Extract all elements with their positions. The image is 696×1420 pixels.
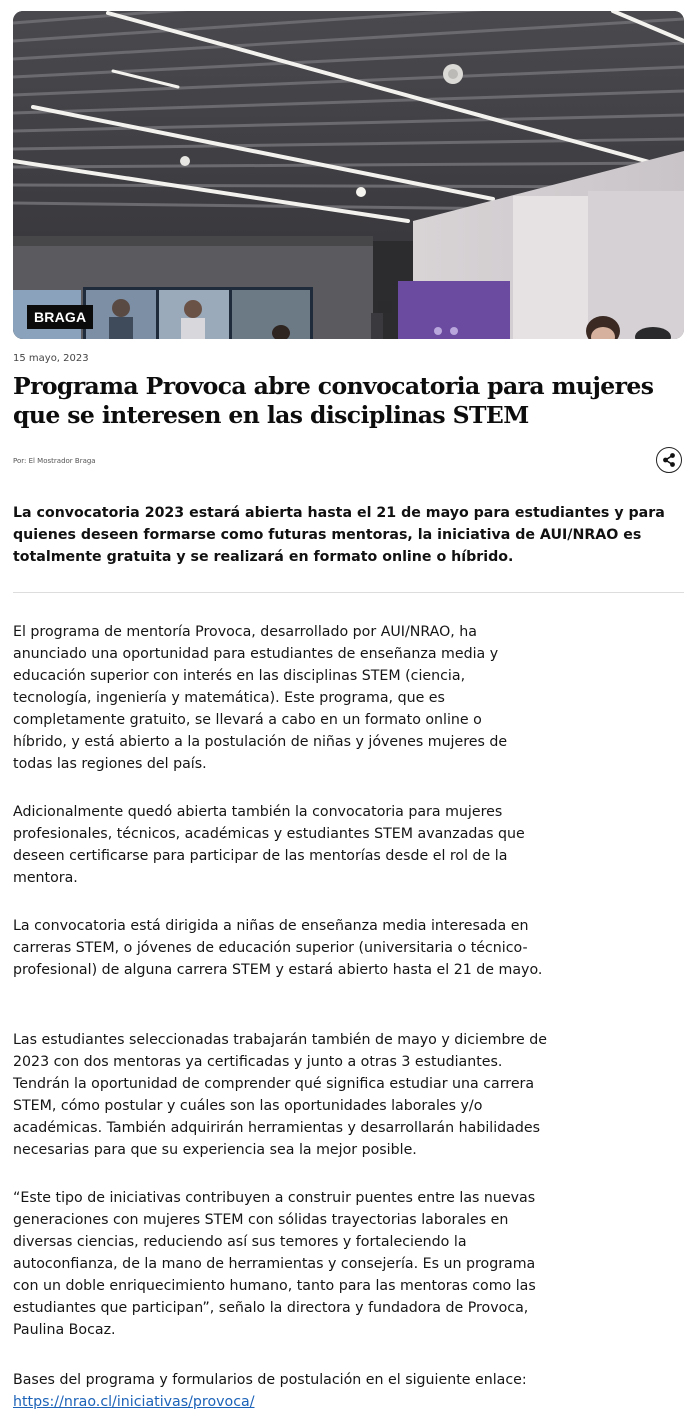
article-paragraph: El programa de mentoría Provoca, desarrollado por AUI/NRAO, ha anunciado una oportunidad para estudiantes de enseñanza media y educación superior con interés en las disciplinas STEM (ciencia, tecnología, ingeniería y matemática). Este programa, que es completamente gratuito, se llevará a cabo en un formato online o híbrido, y está abierto a la postulación de niñas y jóvenes mujeres de todas las regiones del país. (13, 624, 508, 772)
share-icon (661, 452, 677, 468)
location-badge[interactable]: BRAGA (27, 305, 93, 329)
section-divider (13, 592, 684, 593)
article-title: Programa Provoca abre convocatoria para mujeres que se interesen en las disciplinas STEM (13, 372, 654, 429)
conference-room-illustration (13, 11, 684, 339)
article-quote-paragraph: “Este tipo de iniciativas contribuyen a construir puentes entre las nuevas generaciones con mujeres STEM con sólidas trayectorias laborales en diversas ciencias, reduciendo así sus temores y fortaleciendo la autoconfianza, de la mano de herramientas y consejería. Es un programa con un doble enriquecimiento humano, tanto para las mentoras como las estudiantes que participan”, señalo la directora y fundadora de Provoca, Paulina Bocaz. (13, 1190, 536, 1338)
provoca-link[interactable]: https://nrao.cl/iniciativas/provoca/ (13, 1394, 255, 1410)
article-paragraph-links (13, 1369, 553, 1413)
publish-date: 15 mayo, 2023 (13, 353, 89, 364)
article-paragraph: La convocatoria está dirigida a niñas de enseñanza media interesada en carreras STEM, o jóvenes de educación superior (universitaria o técnico-profesional) de alguna carrera STEM y estará abierto hasta el 21 de mayo. (13, 918, 543, 978)
author-byline: Por: El Mostrador Braga (13, 457, 96, 465)
article-paragraph: Las estudiantes seleccionadas trabajarán también de mayo y diciembre de 2023 con dos mentoras ya certificadas y junto a otras 3 estudiantes. Tendrán la oportunidad de comprender qué significa estudiar una carrera STEM, cómo postular y cuáles son las oportunidades laborales y/o académicas. También adquirirán herramientas y desarrollarán habilidades necesarias para que su experiencia sea la mejor posible. (13, 1032, 547, 1158)
share-button[interactable] (656, 447, 682, 473)
hero-photo (13, 11, 684, 339)
article-paragraph: Adicionalmente quedó abierta también la convocatoria para mujeres profesionales, técnicos, académicas y estudiantes STEM avanzadas que deseen certificarse para participar de las mentorías desde el rol de la mentora. (13, 804, 525, 886)
article-lead: La convocatoria 2023 estará abierta hasta el 21 de mayo para estudiantes y para quienes deseen formarse como futuras mentoras, la iniciativa de AUI/NRAO es totalmente gratuita y se realizará en formato online o híbrido. (13, 505, 665, 565)
links-intro: Bases del programa y formularios de postulación en el siguiente enlace: (13, 1372, 527, 1388)
